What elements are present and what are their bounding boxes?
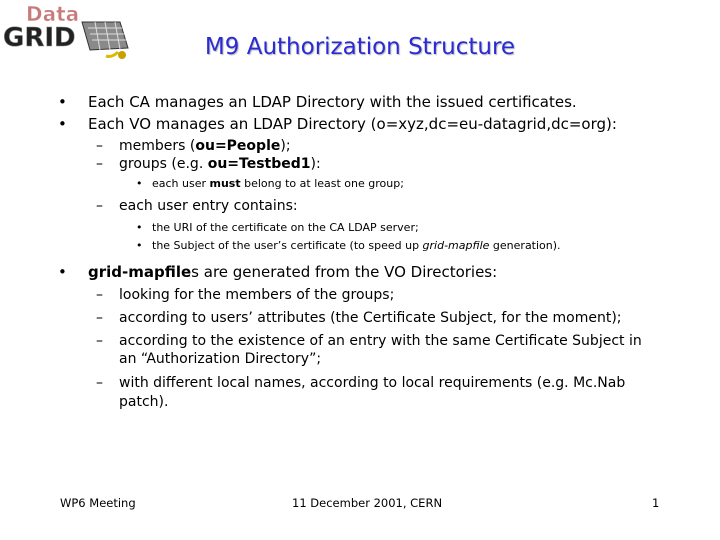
- dash-marker: –: [96, 333, 103, 349]
- bullet-vo-directory: Each VO manages an LDAP Directory (o=xyz,dc=eu-datagrid,dc=org):: [88, 115, 617, 133]
- footer-left: WP6 Meeting: [60, 496, 136, 510]
- bullet-marker: •: [58, 115, 67, 133]
- datagrid-logo: [0, 0, 150, 72]
- footer-center: 11 December 2001, CERN: [292, 496, 443, 510]
- bullet-grid-mapfiles: grid-mapfiles are generated from the VO Directories:: [88, 263, 498, 281]
- slide-title: M9 Authorization Structure: [204, 34, 516, 60]
- sub-user-attributes: according to users’ attributes (the Certificate Subject, for the moment);: [119, 310, 622, 326]
- dash-marker: –: [96, 198, 103, 214]
- bullet-ca-directory: Each CA manages an LDAP Directory with the issued certificates.: [88, 93, 577, 111]
- sub-user-entry: each user entry contains:: [119, 198, 298, 214]
- logo-data-text: Data: [26, 2, 80, 26]
- bullet-marker: •: [58, 263, 67, 281]
- logo-grid-text: GRID: [3, 23, 76, 53]
- sub-local-names-cont: patch).: [119, 394, 169, 410]
- sub-sub-uri: the URI of the certificate on the CA LDAP server;: [152, 221, 419, 234]
- dash-marker: –: [96, 375, 103, 391]
- small-bullet-marker: •: [136, 177, 143, 190]
- dash-marker: –: [96, 156, 103, 172]
- footer-page-number: 1: [652, 496, 660, 510]
- sub-sub-group-membership: each user must belong to at least one group;: [152, 177, 404, 190]
- sub-looking-members: looking for the members of the groups;: [119, 287, 395, 303]
- dash-marker: –: [96, 138, 103, 154]
- sub-members: members (ou=People);: [119, 138, 291, 154]
- dash-marker: –: [96, 287, 103, 303]
- small-bullet-marker: •: [136, 239, 143, 252]
- dash-marker: –: [96, 310, 103, 326]
- bullet-marker: •: [58, 93, 67, 111]
- small-bullet-marker: •: [136, 221, 143, 234]
- logo-mesh-icon: [82, 22, 128, 59]
- sub-sub-subject: the Subject of the user’s certificate (to speed up grid-mapfile generation).: [152, 239, 561, 252]
- sub-existence-entry-cont: an “Authorization Directory”;: [119, 351, 322, 367]
- sub-existence-entry: according to the existence of an entry with the same Certificate Subject in: [119, 333, 642, 349]
- sub-local-names: with different local names, according to local requirements (e.g. Mc.Nab: [119, 375, 626, 391]
- sub-groups: groups (e.g. ou=Testbed1):: [119, 156, 321, 172]
